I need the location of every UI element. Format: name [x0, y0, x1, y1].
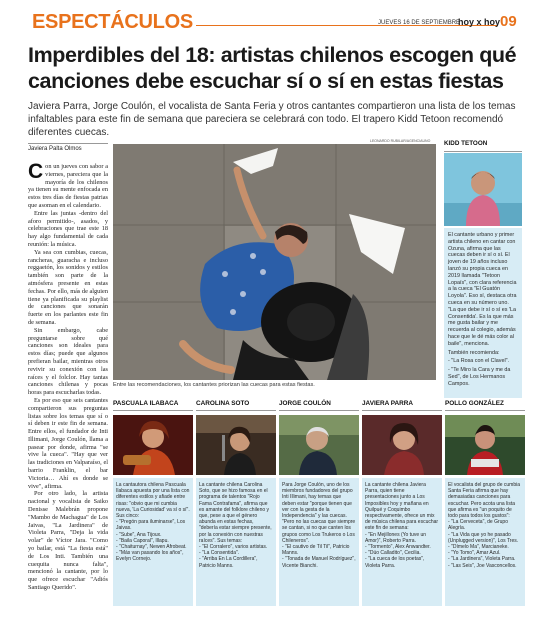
artist-description: Para Jorge Coulón, uno de los miembros fundadores del grupo Inti Illimani, hay temas que deben estar "porque tienen que ver con la gesta de la Independencia" y las cuecas. "Pero no las cuecas que siempre se cantan, si no que canten los grupos como Los Trukeros o Los Chileneros".: [282, 482, 356, 544]
lede: Javiera Parra, Jorge Coulón, el vocalista de Santa Feria y otros cantantes compartieron una lista de los temas infaltables para este fin de semana que pareciera se celebrará con todo. El trapero Kidd Tetoon recomendó diferentes cuecas.: [28, 101, 516, 138]
artist-column-javiera-parra: [362, 399, 442, 601]
artist-photo: [362, 415, 442, 475]
song-item: - "El cautivo de Til Til", Patricio Manns.: [282, 544, 350, 557]
sidebar-text: [444, 228, 522, 398]
song-item: - "Pregón para iluminarse", Los Jaivas.: [116, 519, 186, 532]
song-item: - "La Consentida".: [199, 550, 240, 557]
headline-line-2: canciones debe escuchar sí o sí en estas fiestas: [28, 69, 504, 93]
artist-column-pollo-gonzalez: [445, 399, 525, 601]
artist-description: La cantante chilena Javiera Parra, quien tiene presentaciones junto a Los Imposibles hoy y mañana en Quilpué y Coquimbo respectivamente, ofrece un mix de música chilena para escuchar este fin de semana:: [365, 482, 439, 532]
artist-name: JAVIERA PARRA: [362, 399, 442, 411]
artist-text: [113, 478, 193, 606]
sidebar-paragraph: También recomienda:: [448, 349, 500, 356]
body-paragraph: Con un jueves con sabor a viernes, pareciera que la mayoría de los chilenos ya tienen su mente enfocada en estos tres días de fiestas patrias que asoman en el calendario.: [28, 160, 108, 209]
song-item: - "En Mejillones (Yo tuve un Amor)", Roberto Parra.: [365, 531, 427, 544]
article-body: [28, 160, 108, 592]
page-number: 09: [500, 13, 517, 30]
dateline: JUEVES 16 DE SEPTIEMBRE: [378, 20, 461, 26]
artist-description: La cantante chilena Carolina Soto, que se hizo famosa en el programa de talentos "Rojo Fama Contrafama", afirma que es amante del folklore chileno y que, pese a que el género abunda en estas fechas, "debería estar siempre presente, por la conexión con nuestras raíces". Sus temas:: [199, 482, 272, 544]
artist-text: [196, 478, 276, 606]
song-item: - "La Cerveceta", de Grupo Alegría.: [448, 519, 508, 532]
song-item: - "Las Seis", Joe Vasconcellos.: [448, 562, 517, 569]
sidebar-heading: KIDD TETOON: [444, 140, 522, 152]
artist-photo: [196, 415, 276, 475]
artist-column-carolina-soto: [196, 399, 276, 601]
artist-description: El vocalista del grupo de cumbia Santa Feria afirma que hay demasiadas canciones para escuchar. Pero acota una lista que afirma es "un poquito de todo para todos los gustos":: [448, 482, 520, 520]
artist-text: [445, 478, 525, 606]
body-paragraph: Es por eso que seis cantantes compartieron sus preguntas listas sobre los temas que sí o sí deben ir este fin de semana. Entre ellos, el fundador de Inti Illimani, Jorge Coulón, llama a pasear por donde, afirma "se vive la cueca". "Hay que ver las tradiciones en Valparaíso, el barrio Franklin, el bar Victoria… Ahí es donde se vive", afirma.: [28, 396, 108, 490]
song-item: - "El Corralero", varios artistas.: [199, 544, 268, 551]
song-item: - "Dúo Calladito", Cecilia.: [365, 550, 421, 557]
sidebar-paragraph: El cantante urbano y primer artista chileno en cantar con Ozuna, afirma que las cuecas deben ir sí o sí. El joven de 19 años incluso lanzó su propia cueca en 2019 llamada "Tetoon Lopaís", con clara referencia a la cueca "El Guatón Loyola". Eso sí, destaca otra cueca en su número uno. "La que debe ir sí o sí es 'La Consentida'. Es la que más me gusta bailar y me recuerda al colegio, además hace que le dé más color al baile", menciona.: [448, 232, 517, 347]
artist-name: PASCUALA ILABACA: [113, 399, 193, 411]
sidebar-paragraph: - "La Rosa con el Clavel".: [448, 358, 510, 365]
kidd-tetoon-photo: [444, 153, 522, 226]
artist-text: [362, 478, 442, 606]
body-paragraph: Entre las juntas -dentro del aforo permitido-, asados, y celebraciones que trae este 18 hay algo fundamental de cada reunión: la música.: [28, 209, 108, 248]
song-item: - "La cueca de los poetas", Violeta Parra.: [365, 556, 425, 569]
photo-caption: Entre las recomendaciones, los cantantes priorizan las cuecas para estas fiestas.: [113, 382, 315, 388]
artist-column-pascuala-ilabaca: [113, 399, 193, 601]
song-item: - "Chaiturnay", Newen Afrobeat.: [116, 544, 187, 551]
artist-text: [279, 478, 359, 606]
artist-description: La cantautora chilena Pascuala Ilabaca apuesta por una lista con diferentes estilos y afiade entre risas: "obvio que mi cumbia nueva, 'La Curiosidad' va sí o sí". Sus cinco:: [116, 482, 190, 520]
body-paragraph: Ya sea con cumbias, cuecas, rancheras, guaracha e incluso reggaetón, los sonidos y estilos también son parte de la atmósfera presente en estas fechas. Por ello, más de alguien tiene ya planificada su playlist de canciones que sonarán fuerte en los parlantes este fin de semana.: [28, 248, 108, 326]
song-item: - "Dímelo Ma", Marcianeke.: [448, 544, 509, 551]
section-title: ESPECTÁCULOS: [32, 11, 193, 33]
brand-logo: hoy x hoy: [458, 17, 501, 27]
sidebar-paragraph: - "Te Miro la Cara y me da Sed", de Los Hermanos Campos.: [448, 367, 511, 387]
main-photo-cueca-dancers: [113, 144, 436, 380]
body-paragraph: Sin embargo, cabe preguntarse sobre qué canciones son ideales para estos días; puede que algunos prefieran bailar, mientras otros revivir su conexión con las raíces y el folclor. Hay tantas canciones chilenas y pocas horas para escucharlas todas.: [28, 326, 108, 397]
artist-photo: [445, 415, 525, 475]
photo-credit: LEONARDO RUBILAR/AGENCIAUNO: [370, 139, 431, 143]
song-item: - "La Vida que yo he pasado (Unplugged version)", Los Tres.: [448, 531, 519, 544]
artist-name: JORGE COULÓN: [279, 399, 359, 411]
body-paragraph: Por otro lado, la artista nacional y vocalista de Saiko Denisse Malebrán propone "Mambo de Machagua" de Los Jaivas, "La Jardinera" de Violeta Parra, "Deja la vida volar" de Víctor Jara. "Como yo bailar, está "La fiesta está" de Los Inti. También una cuequita nunca falta", mencionó la cantante, por lo que ofrece escuchar "Adiós Santiago Querido".: [28, 490, 108, 592]
artist-name: CAROLINA SOTO: [196, 399, 276, 411]
dropcap: C: [28, 160, 44, 183]
song-item: - "Tormento", Alex Anwandter.: [365, 544, 431, 551]
song-item: - "La Jardinera", Violeta Parra.: [448, 556, 516, 563]
artist-name: POLLO GONZÁLEZ: [445, 399, 525, 411]
byline: Javiera Palta Olmos: [28, 143, 108, 152]
song-item: - "Yo Tomo", Amar Azul.: [448, 550, 501, 557]
song-item: - "Tonada de Manuel Rodríguez", Vicente Bianchi.: [282, 556, 356, 569]
artist-photo: [113, 415, 193, 475]
song-item: - "Baila Caporal", Illapu.: [116, 537, 169, 544]
song-item: - "Más van pasando los años", Evelyn Cornejo.: [116, 550, 184, 563]
headline: [28, 42, 538, 94]
song-item: - "Arriba En La Cordillera", Patricio Manns.: [199, 556, 258, 569]
artist-column-jorge-coulon: [279, 399, 359, 601]
headline-line-1: Imperdibles del 18: artistas chilenos escogen qué: [28, 43, 517, 67]
artist-photo: [279, 415, 359, 475]
song-item: - "Sube", Ana Tijoux.: [116, 531, 162, 538]
